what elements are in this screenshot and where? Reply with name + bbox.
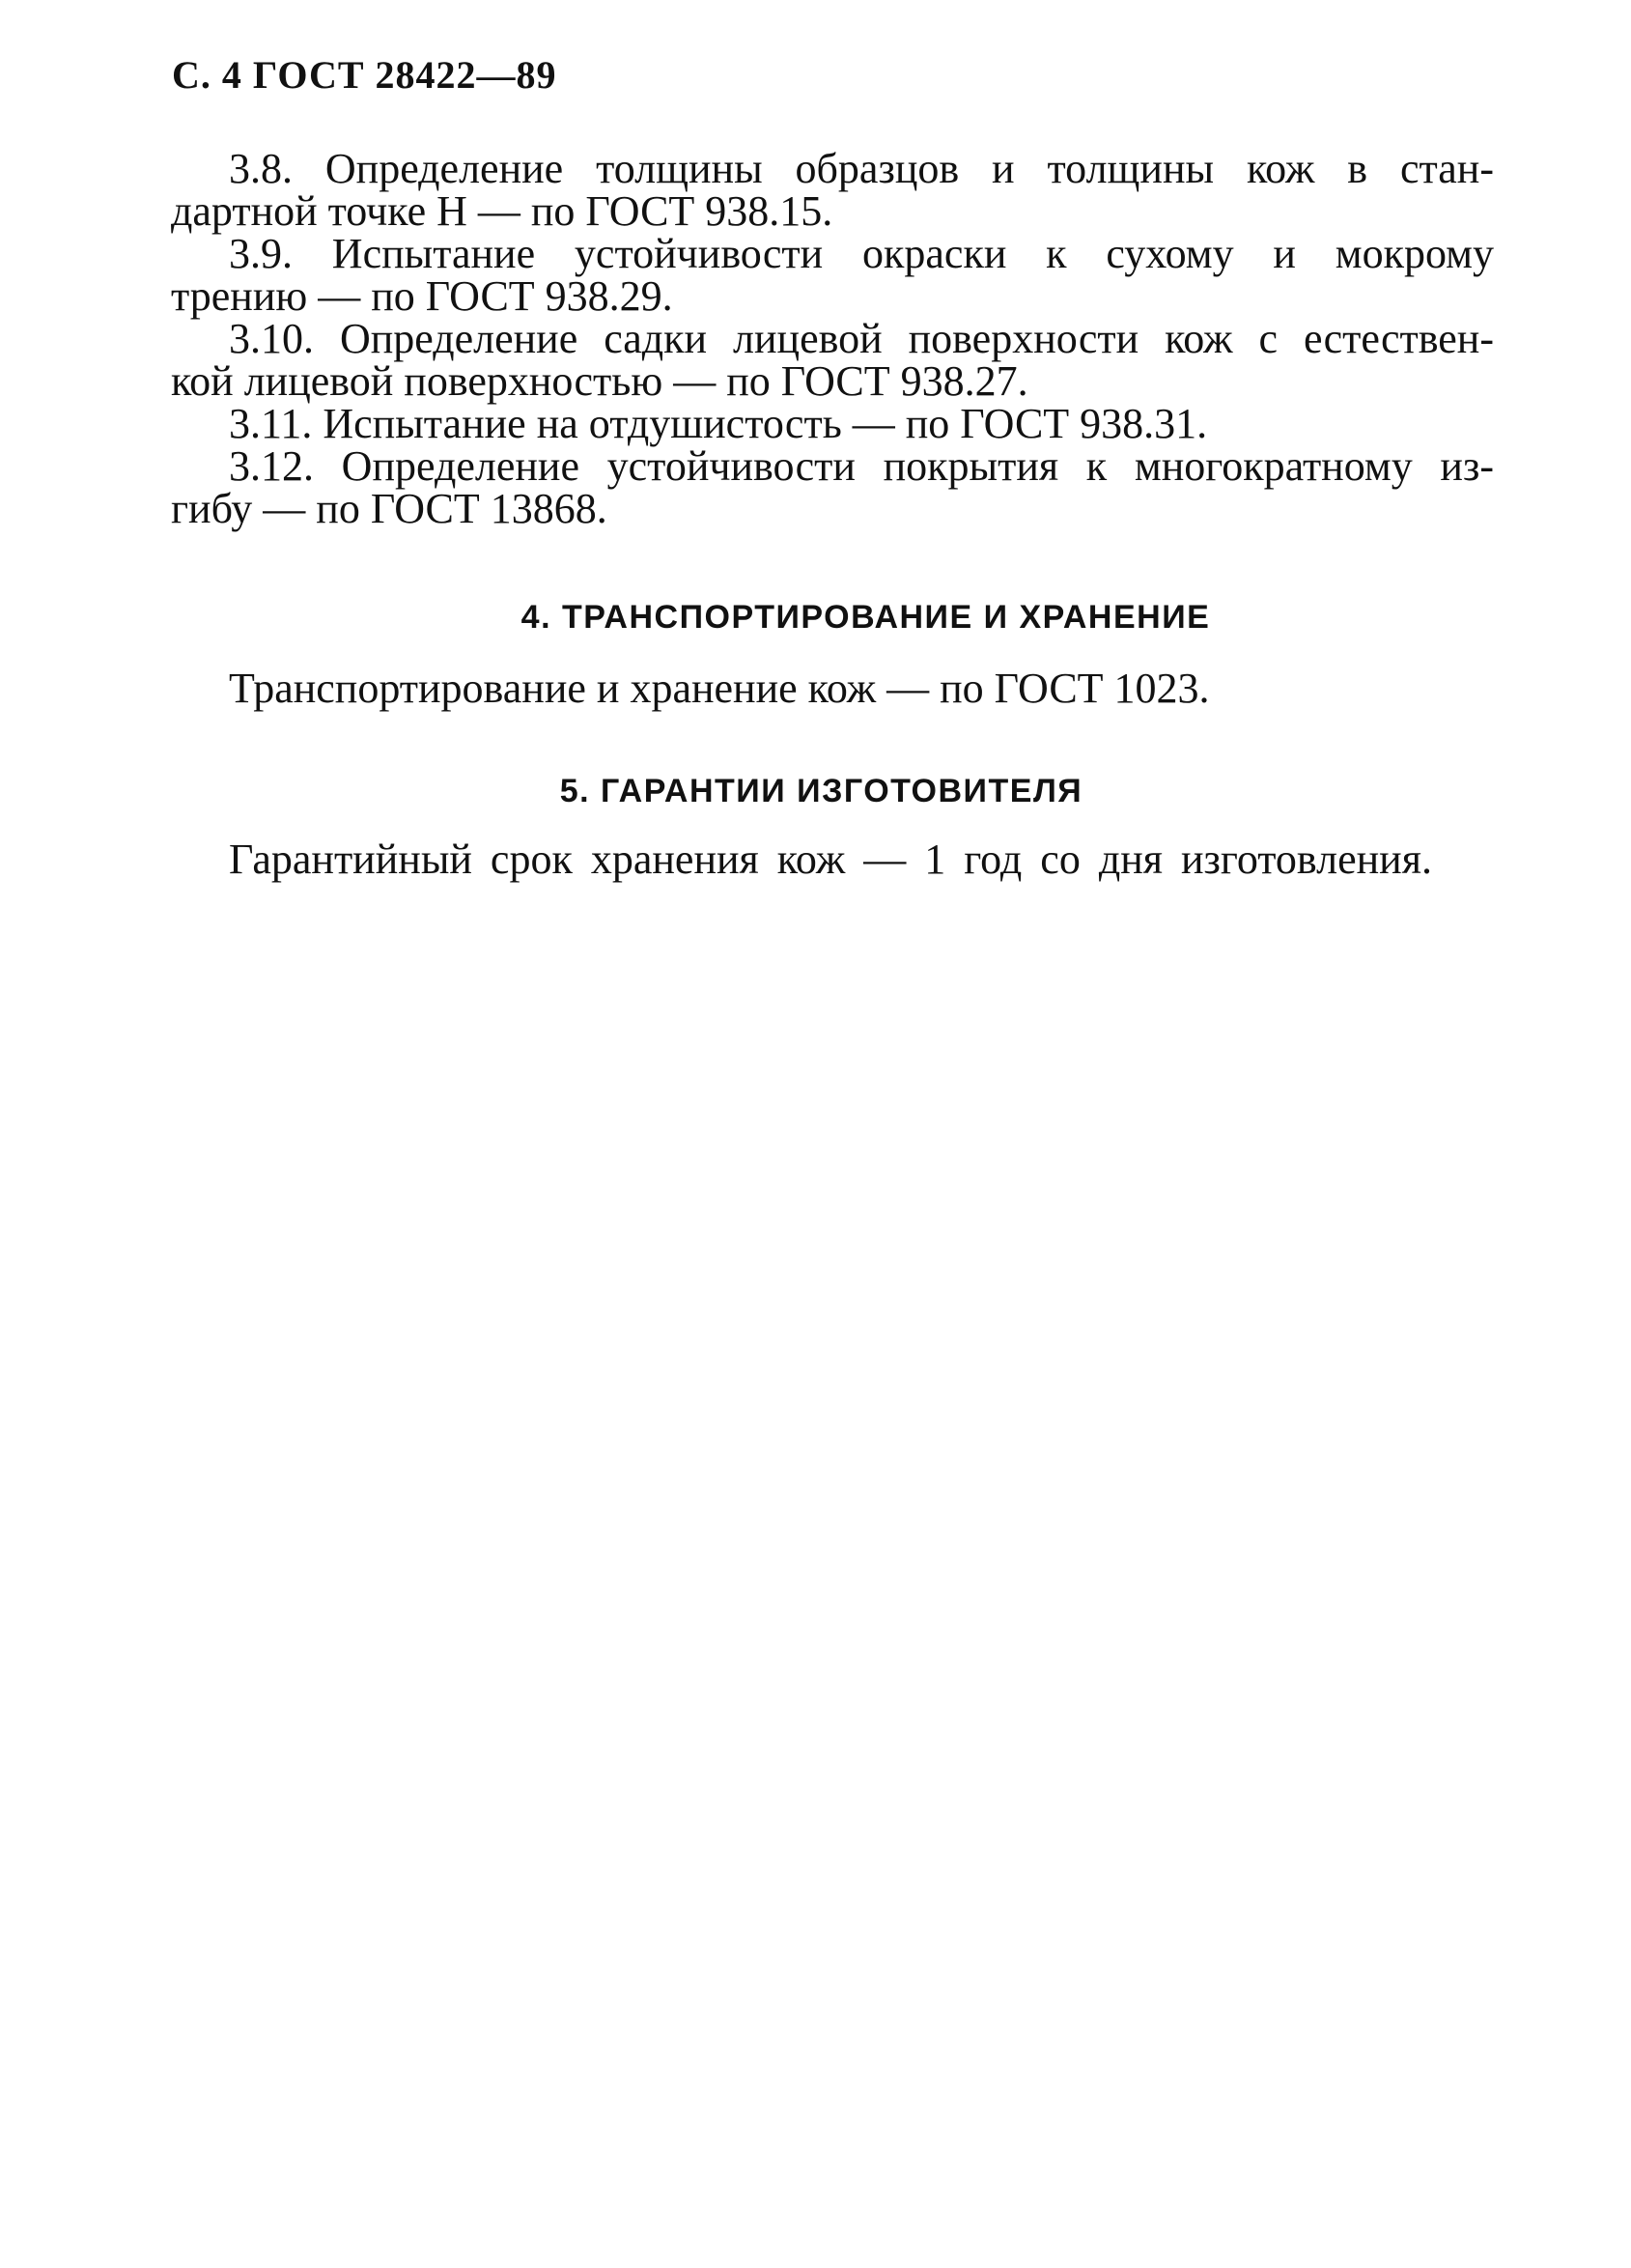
item-3-10-line-1: 3.10. Определение садки лицевой поверхности кож с естествен- xyxy=(229,315,1494,362)
section-4-text: Транспортирование и хранение кож — по ГОСТ 1023. xyxy=(229,665,1210,712)
item-3-12-line-2: гибу — по ГОСТ 13868. xyxy=(171,485,607,532)
item-3-10 xyxy=(171,315,1494,405)
item-3-12-line-1: 3.12. Определение устойчивости покрытия к многократному из- xyxy=(229,442,1494,490)
item-3-9-line-2: трению — по ГОСТ 938.29. xyxy=(171,272,673,320)
item-3-8-line-1: 3.8. Определение толщины образцов и толщины кож в стан- xyxy=(229,145,1494,192)
section-5-heading: 5. ГАРАНТИИ ИЗГОТОВИТЕЛЯ xyxy=(559,773,1083,809)
item-3-10-line-2: кой лицевой поверхностью — по ГОСТ 938.27. xyxy=(171,357,1028,405)
item-3-9-line-1: 3.9. Испытание устойчивости окраски к сухому и мокрому xyxy=(229,230,1494,277)
section-4-heading: 4. ТРАНСПОРТИРОВАНИЕ И ХРАНЕНИЕ xyxy=(520,599,1211,636)
item-3-11-line-1: 3.11. Испытание на отдушистость — по ГОСТ 938.31. xyxy=(229,400,1208,447)
page-header: С. 4 ГОСТ 28422—89 xyxy=(172,53,557,97)
item-3-9 xyxy=(171,230,1494,320)
item-3-11 xyxy=(229,400,1494,447)
section-5-text: Гарантийный срок хранения кож — 1 год со дня изготовления. xyxy=(229,836,1432,883)
section-3-methods xyxy=(171,145,1494,532)
item-3-8 xyxy=(171,145,1494,235)
item-3-8-line-2: дартной точке Н — по ГОСТ 938.15. xyxy=(171,187,833,235)
item-3-12 xyxy=(171,442,1494,532)
